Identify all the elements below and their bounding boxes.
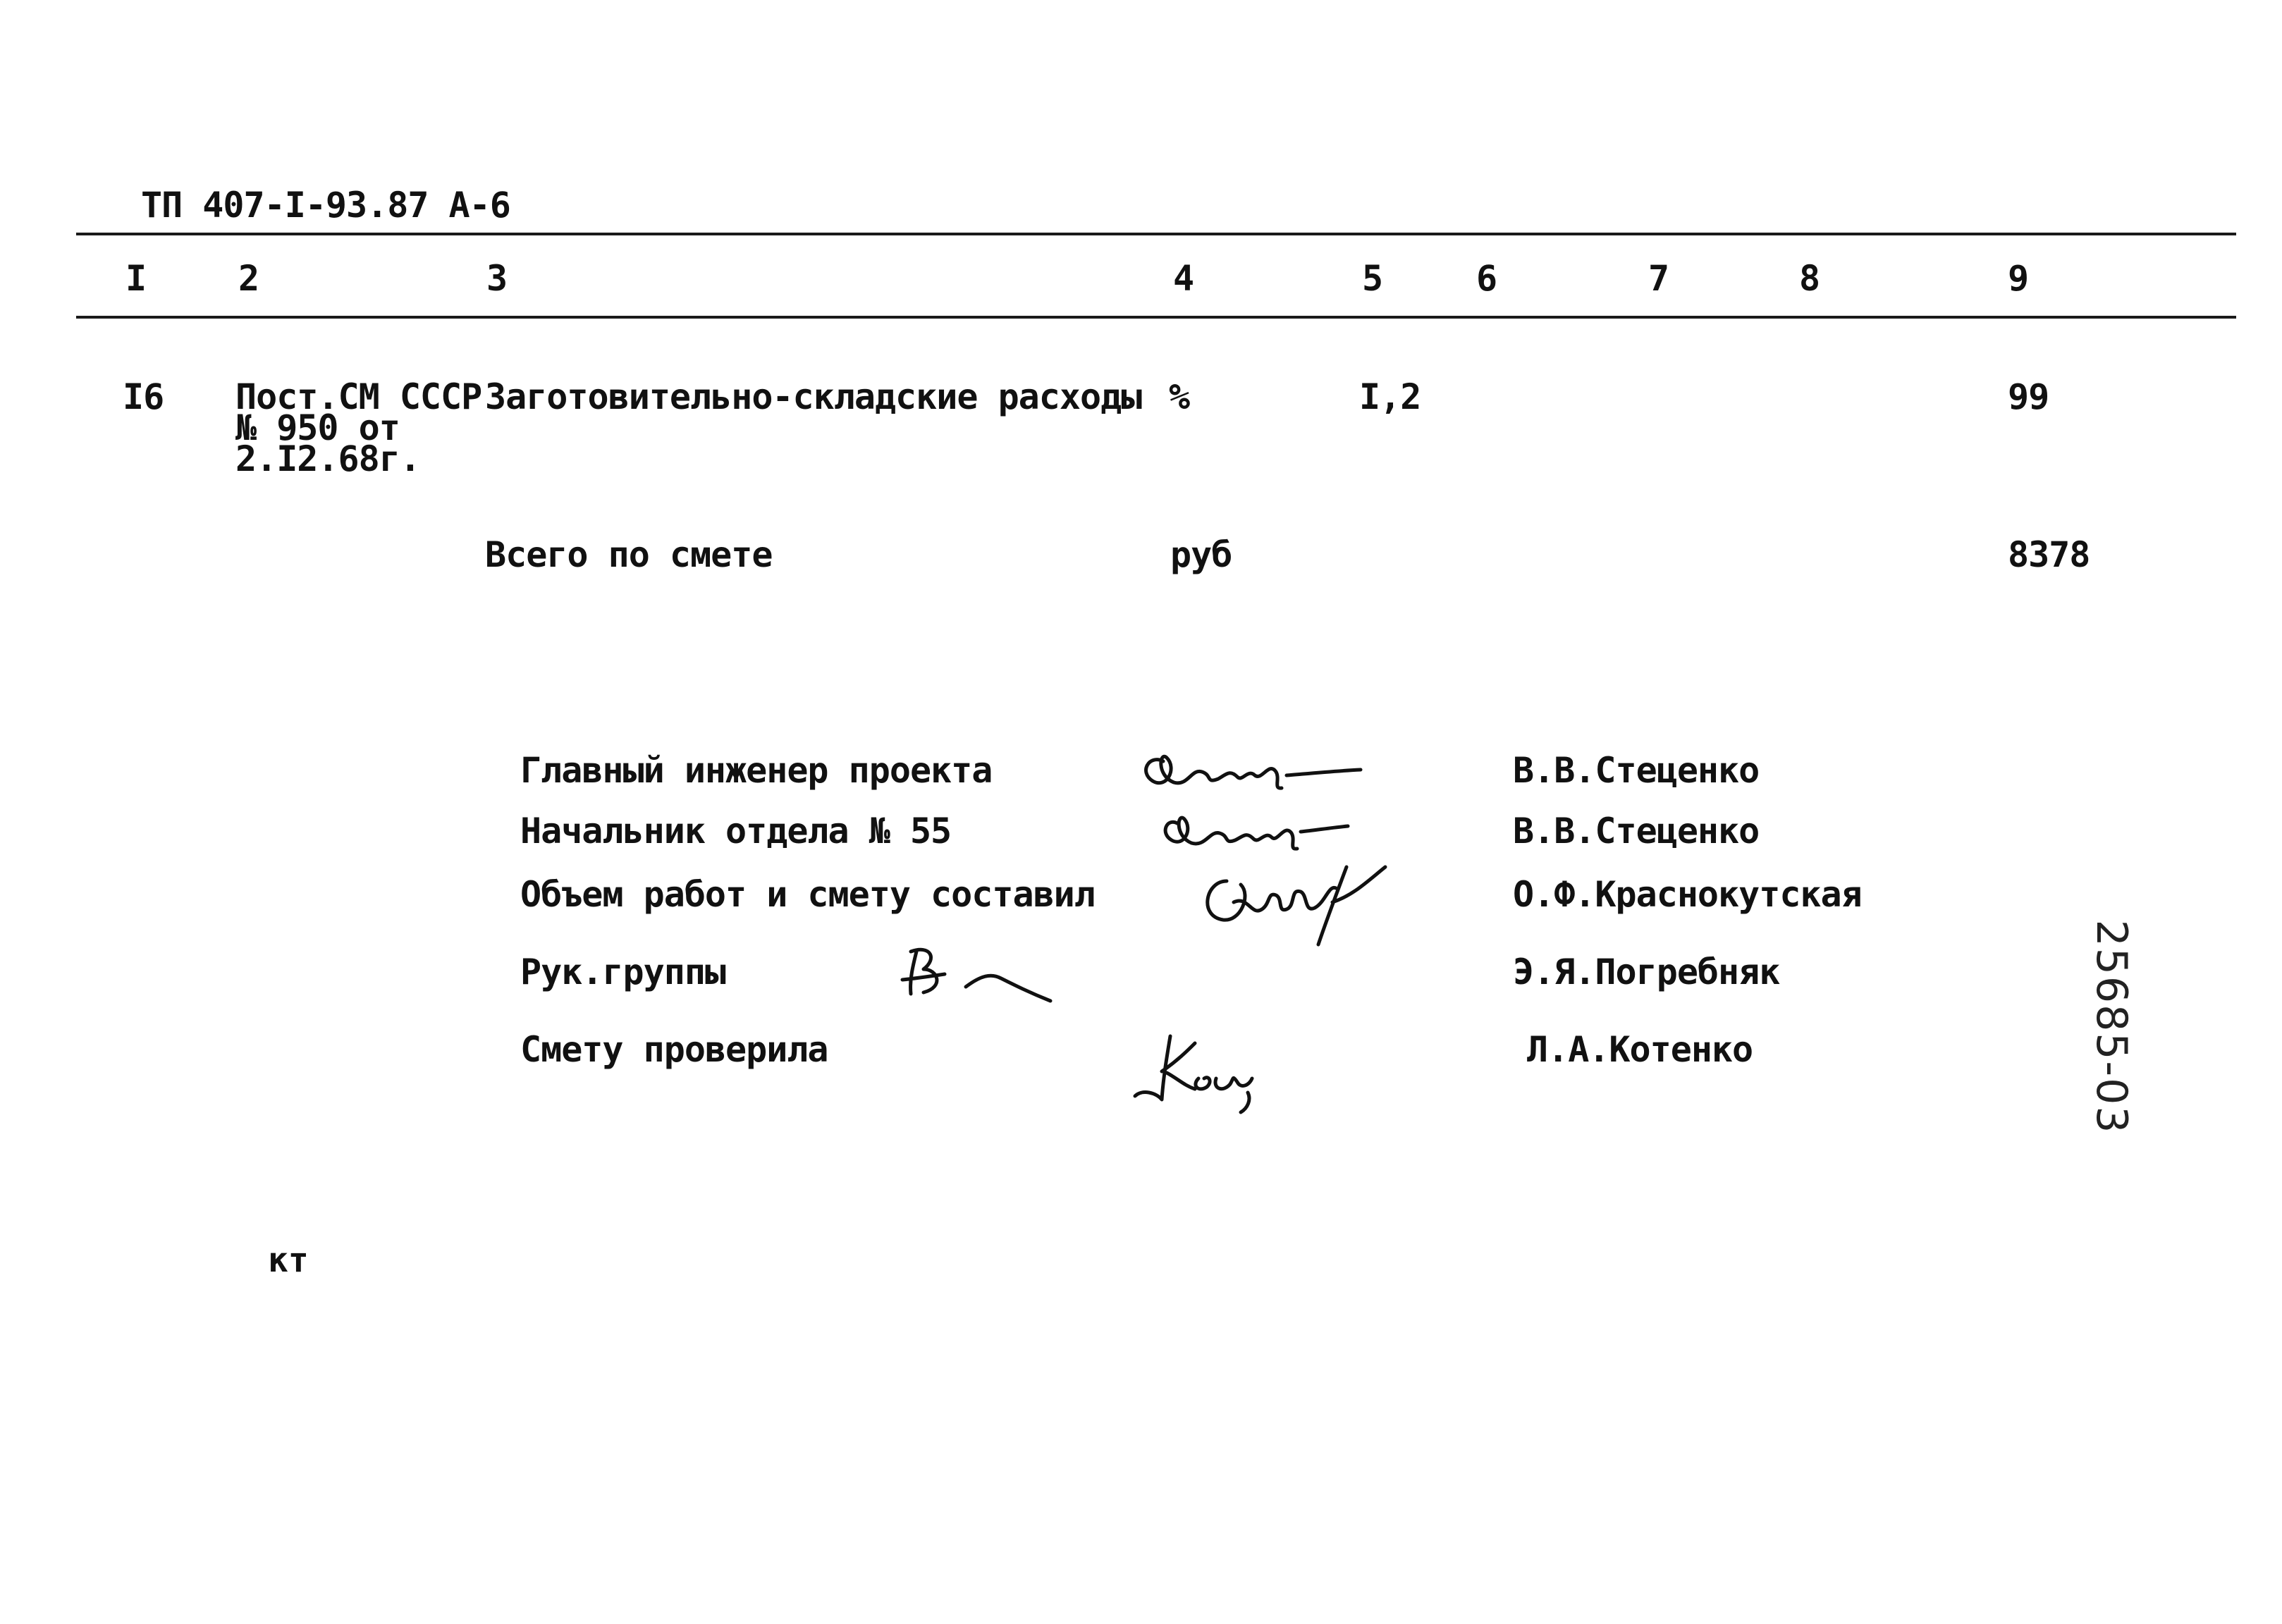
table-header-rule: [76, 316, 2236, 319]
signatory-name: О.Ф.Краснокутская: [1513, 874, 1862, 915]
signatory-role: Главный инженер проекта: [520, 750, 993, 791]
signatory-role: Смету проверила: [520, 1029, 828, 1070]
column-header-7: 7: [1648, 258, 1670, 299]
signature-chief-engineer: [1135, 740, 1368, 811]
summary-unit: руб: [1170, 534, 1232, 575]
row-number: I6: [123, 376, 164, 417]
document-code: ТП 407-I-93.87 А-6: [141, 185, 510, 226]
row-basis-line-3: 2.I2.68г.: [235, 438, 420, 479]
row-name: Заготовительно-складские расходы: [485, 376, 1142, 417]
table-top-rule: [76, 233, 2236, 235]
column-header-9: 9: [2008, 258, 2030, 299]
signature-estimator: [1184, 853, 1389, 952]
column-header-4: 4: [1173, 258, 1195, 299]
signatory-name: В.В.Стеценко: [1513, 811, 1760, 851]
signatory-name: В.В.Стеценко: [1513, 750, 1760, 791]
signature-group-lead: [895, 937, 1057, 1015]
column-header-5: 5: [1362, 258, 1384, 299]
column-header-6: 6: [1476, 258, 1498, 299]
signatory-name: Э.Я.Погребняк: [1513, 952, 1780, 992]
row-quantity: I,2: [1359, 376, 1421, 417]
row-basis-line-2: № 950 от: [235, 407, 400, 448]
summary-label: Всего по смете: [485, 534, 773, 575]
signatory-name: Л.А.Котенко: [1527, 1029, 1753, 1070]
column-header-2: 2: [238, 258, 260, 299]
row-total: 99: [2008, 376, 2049, 417]
column-header-1: I: [125, 258, 147, 299]
column-header-3: 3: [486, 258, 508, 299]
row-unit: %: [1169, 376, 1190, 417]
archive-number-text: 25685-03: [2087, 919, 2136, 1135]
signatory-role: Рук.группы: [520, 952, 726, 992]
signature-checker: [1128, 1022, 1269, 1114]
signatory-role: Начальник отдела № 55: [520, 811, 952, 851]
archive-number: [2087, 897, 2136, 1150]
footer-mark: кт: [268, 1241, 309, 1280]
column-header-8: 8: [1799, 258, 1821, 299]
summary-total: 8378: [2008, 534, 2090, 575]
row-basis-line-1: Пост.СМ СССР: [235, 376, 482, 417]
signatory-role: Объем работ и смету составил: [520, 874, 1095, 915]
